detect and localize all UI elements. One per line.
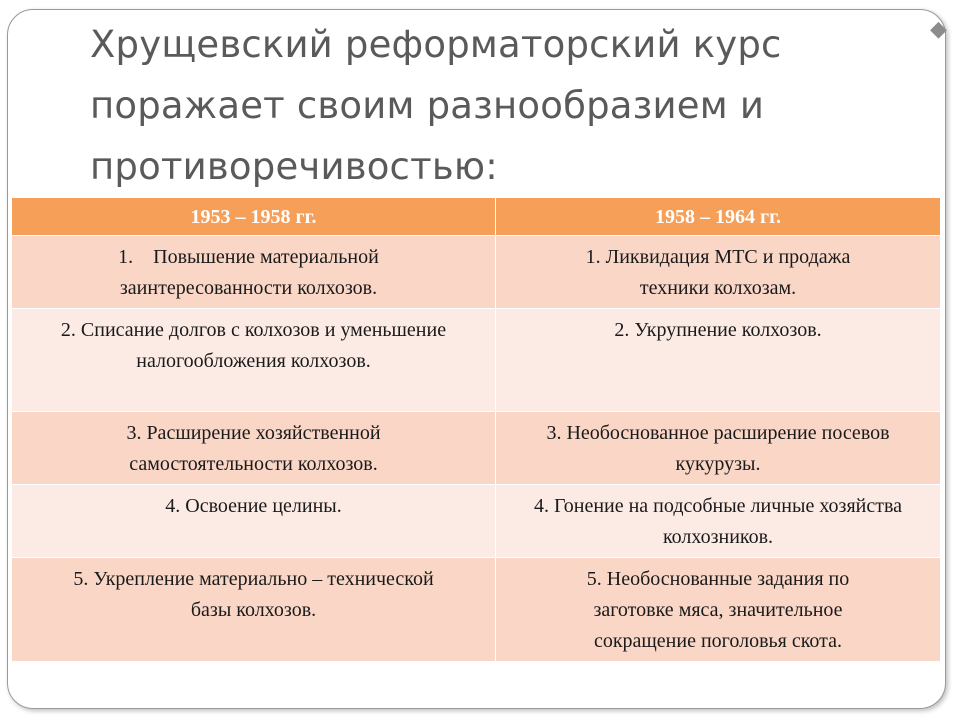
title-line-2: поражает своим разнообразием и — [90, 84, 765, 127]
header-period-2: 1958 – 1964 гг. — [496, 198, 941, 236]
table-cell: 4. Гонение на подсобные личные хозяйства колхозников. — [496, 485, 941, 558]
table-cell: 1. Повышение материальной заинтересованности колхозов. — [12, 236, 496, 309]
reform-table — [11, 197, 941, 662]
table-cell: 3. Расширение хозяйственной самостоятельности колхозов. — [12, 412, 496, 485]
table-header-row — [12, 198, 941, 236]
header-period-1: 1953 – 1958 гг. — [12, 198, 496, 236]
table-row — [12, 412, 941, 485]
title-line-3: противоречивостью: — [90, 145, 498, 188]
table-row — [12, 236, 941, 309]
table-row — [12, 485, 941, 558]
table-row — [12, 309, 941, 412]
table-cell: 2. Укрупнение колхозов. — [496, 309, 941, 412]
table-cell: 1. Ликвидация МТС и продажа техники колхозам. — [496, 236, 941, 309]
title-line-1: Хрущевский реформаторский курс — [90, 23, 782, 66]
diamond-bullet-icon: ◆ — [930, 17, 947, 42]
table-cell: 3. Необоснованное расширение посевов кукурузы. — [496, 412, 941, 485]
table-cell: 2. Списание долгов с колхозов и уменьшение налогообложения колхозов. — [12, 309, 496, 412]
table-row — [12, 558, 941, 662]
table-cell: 5. Укрепление материально – технической базы колхозов. — [12, 558, 496, 662]
table-cell: 4. Освоение целины. — [12, 485, 496, 558]
slide-title — [90, 14, 910, 197]
table-cell: 5. Необоснованные задания по заготовке мяса, значительное сокращение поголовья скота. — [496, 558, 941, 662]
